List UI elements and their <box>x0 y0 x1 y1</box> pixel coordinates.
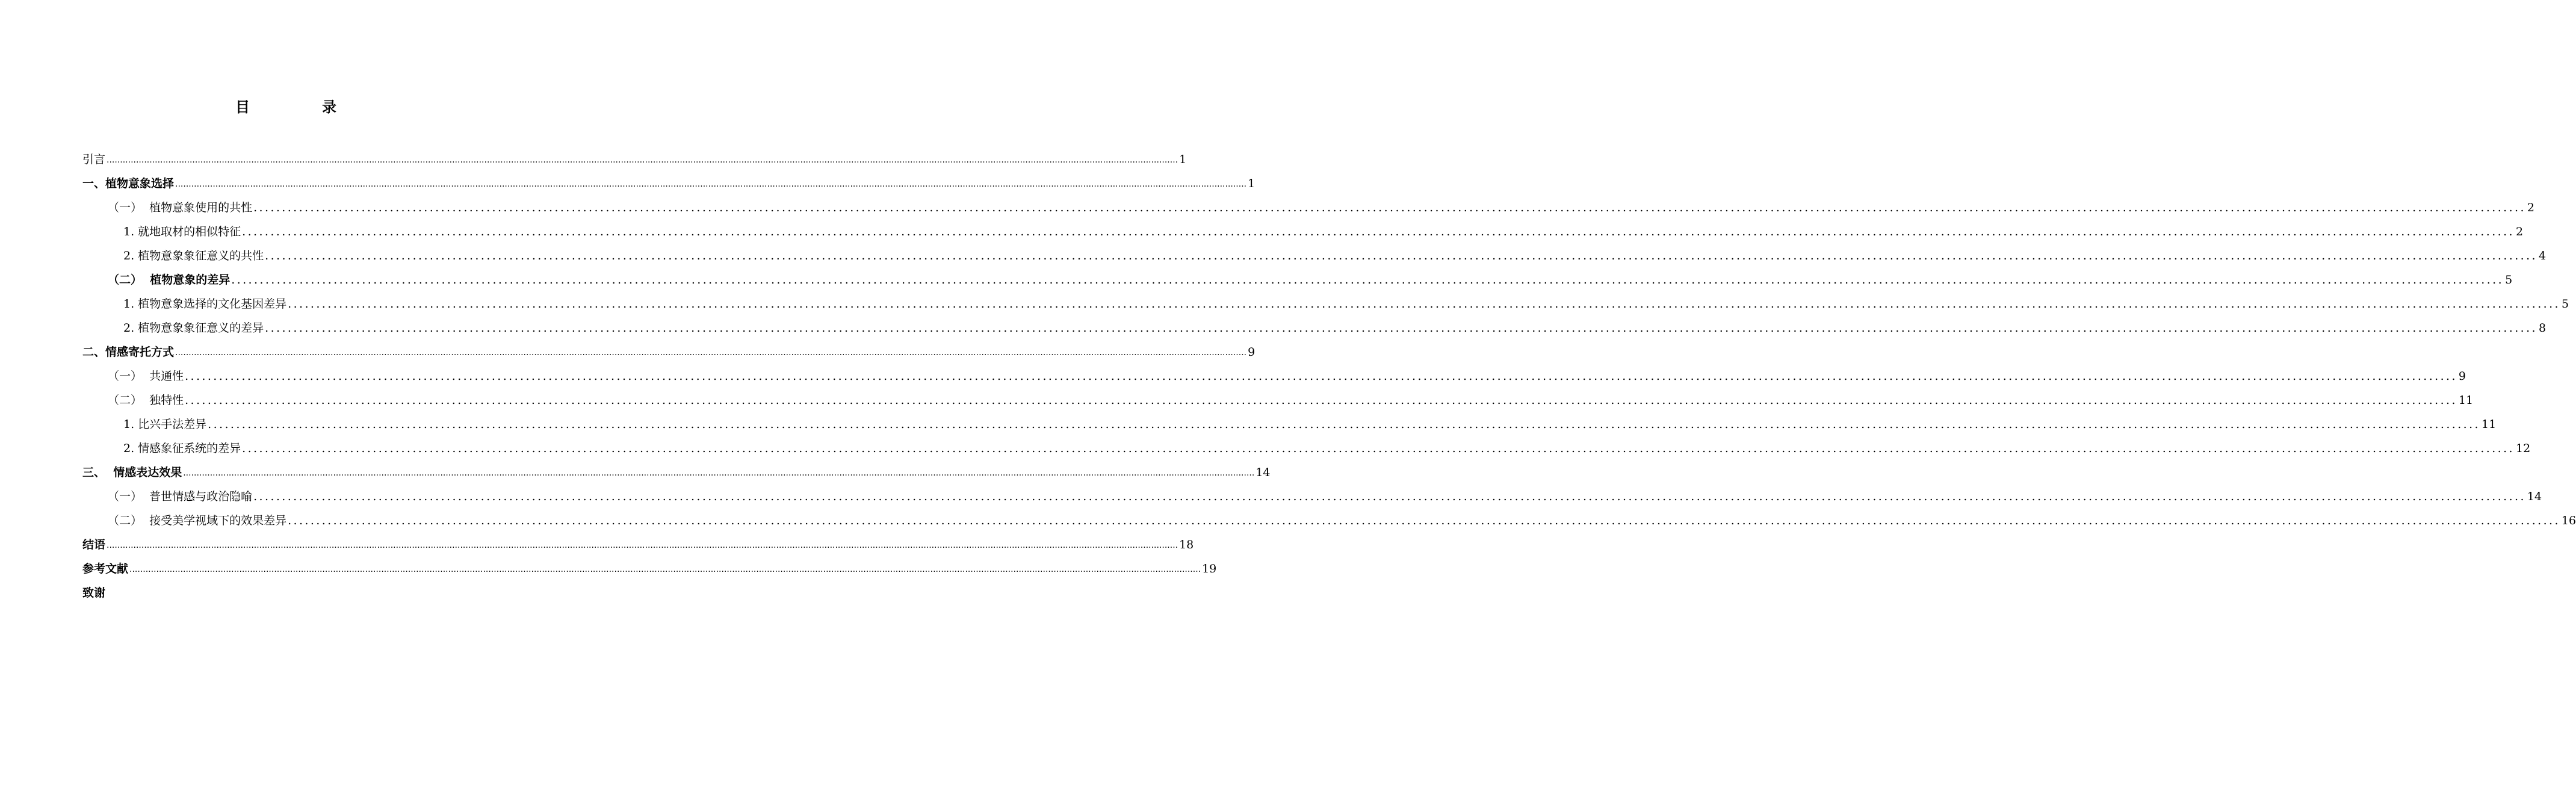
toc-entry-label: 一、植物意象选择 <box>82 177 175 190</box>
toc-entry-page: 1 <box>1248 177 1255 190</box>
dot-leader: ................................................................................................................................................................................................................................................................................................................................................................................................................ <box>253 201 2526 214</box>
dot-leader: ................................................................................................................................................................................................................................................................................................................................................................................................................ <box>253 490 2526 503</box>
toc-entry-section-2-2[interactable] <box>82 383 2474 407</box>
toc-entry-chapter-2[interactable] <box>82 335 1255 359</box>
toc-entry-label: 1. 比兴手法差异 <box>123 418 207 431</box>
toc-entry-page: 9 <box>1248 346 1255 359</box>
toc-entry-page: 14 <box>2527 490 2542 503</box>
toc-entry-subsection-1-2-1[interactable] <box>82 287 2569 311</box>
dot-leader: ................................................................................................................................................................................................................................................................................................................................................................................................................ <box>175 179 1247 189</box>
toc-entry-label: （一） 植物意象使用的共性 <box>108 201 253 214</box>
toc-entry-conclusion[interactable] <box>82 527 1194 551</box>
toc-entry-page: 8 <box>2539 321 2547 335</box>
toc-entry-page: 14 <box>1255 466 1271 479</box>
dot-leader: ................................................................................................................................................................................................................................................................................................................................................................................................................ <box>185 394 2457 407</box>
toc-entry-section-3-1[interactable] <box>82 479 2542 503</box>
toc-entry-subsection-2-2-1[interactable] <box>82 407 2497 431</box>
toc-entry-intro[interactable] <box>82 142 1187 166</box>
toc-entry-label: 2. 植物意象象征意义的差异 <box>123 321 264 335</box>
toc-entry-page: 11 <box>2482 418 2497 431</box>
toc-entry-page: 16 <box>2561 514 2576 527</box>
toc-entry-label: 2. 植物意象象征意义的共性 <box>123 249 264 262</box>
toc-entry-subsection-1-2-2[interactable] <box>82 311 2547 335</box>
toc-entry-subsection-1-1-1[interactable] <box>82 214 2524 238</box>
toc-entry-page: 2 <box>2516 225 2524 238</box>
toc-entry-page: 2 <box>2527 201 2535 214</box>
dot-leader: ................................................................................................................................................................................................................................................................................................................................................................................................................ <box>183 468 1255 478</box>
dot-leader: ................................................................................................................................................................................................................................................................................................................................................................................................................ <box>107 155 1178 165</box>
dot-leader: ................................................................................................................................................................................................................................................................................................................................................................................................................ <box>265 321 2537 335</box>
toc-entry-page: 11 <box>2458 394 2474 407</box>
toc-entry-section-1-2[interactable] <box>82 262 2513 287</box>
dot-leader: ................................................................................................................................................................................................................................................................................................................................................................................................................ <box>185 370 2457 383</box>
toc-entry-label: 参考文献 <box>82 562 129 575</box>
toc-entry-page: 18 <box>1179 538 1194 551</box>
toc-entry-subsection-2-2-2[interactable] <box>82 431 2531 455</box>
toc-entry-label: （二） 接受美学视域下的效果差异 <box>108 514 287 527</box>
dot-leader: ................................................................................................................................................................................................................................................................................................................................................................................................................ <box>265 249 2537 262</box>
toc-entry-label: 致谢 <box>82 586 106 600</box>
toc-entry-label: 1. 植物意象选择的文化基因差异 <box>123 297 287 311</box>
dot-leader: ................................................................................................................................................................................................................................................................................................................................................................................................................ <box>242 225 2515 238</box>
toc-entry-chapter-3[interactable] <box>82 455 1271 479</box>
toc-entry-label: 引言 <box>82 153 106 166</box>
dot-leader: ................................................................................................................................................................................................................................................................................................................................................................................................................ <box>175 348 1247 358</box>
toc-entry-page: 5 <box>2505 273 2513 287</box>
toc-entry-section-1-1[interactable] <box>82 190 2535 214</box>
toc-entry-label: 1. 就地取材的相似特征 <box>123 225 241 238</box>
toc-entry-page: 9 <box>2458 370 2466 383</box>
toc-entry-section-2-1[interactable] <box>82 359 2466 383</box>
toc-entry-label: 三、 情感表达效果 <box>82 466 182 479</box>
toc-entry-label: （一） 普世情感与政治隐喻 <box>108 490 253 503</box>
toc-entry-references[interactable] <box>82 551 1217 575</box>
toc-entry-page: 4 <box>2539 249 2547 262</box>
toc-entry-label: （一） 共通性 <box>108 370 184 383</box>
toc-entry-acknowledgements[interactable] <box>82 575 512 600</box>
toc-entry-label: （二） 植物意象的差异 <box>108 273 231 287</box>
toc-entry-subsection-1-1-2[interactable] <box>82 238 2547 262</box>
dot-leader: ................................................................................................................................................................................................................................................................................................................................................................................................................ <box>208 418 2480 431</box>
dot-leader: ................................................................................................................................................................................................................................................................................................................................................................................................................ <box>288 297 2560 311</box>
dot-leader: ................................................................................................................................................................................................................................................................................................................................................................................................................ <box>288 514 2560 527</box>
toc-entry-label: 2. 情感象征系统的差异 <box>123 442 241 455</box>
toc-entry-label: 二、情感寄托方式 <box>82 346 175 359</box>
toc-entry-page: 1 <box>1179 153 1187 166</box>
toc-entry-label: （二） 独特性 <box>108 394 184 407</box>
toc-entry-page: 5 <box>2562 297 2569 311</box>
dot-leader: ................................................................................................................................................................................................................................................................................................................................................................................................................ <box>107 541 1178 550</box>
toc-entry-label: 结语 <box>82 538 106 551</box>
dot-leader: ................................................................................................................................................................................................................................................................................................................................................................................................................ <box>231 273 2504 287</box>
toc-entry-section-3-2[interactable] <box>82 503 2576 527</box>
toc-title: 目 录 <box>235 99 365 116</box>
toc-entry-chapter-1[interactable] <box>82 166 1255 190</box>
dot-leader: ................................................................................................................................................................................................................................................................................................................................................................................................................ <box>129 565 1201 574</box>
table-of-contents <box>82 142 2576 600</box>
toc-entry-page: 12 <box>2516 442 2531 455</box>
dot-leader: ................................................................................................................................................................................................................................................................................................................................................................................................................ <box>242 442 2515 455</box>
toc-entry-page: 19 <box>1202 562 1217 575</box>
